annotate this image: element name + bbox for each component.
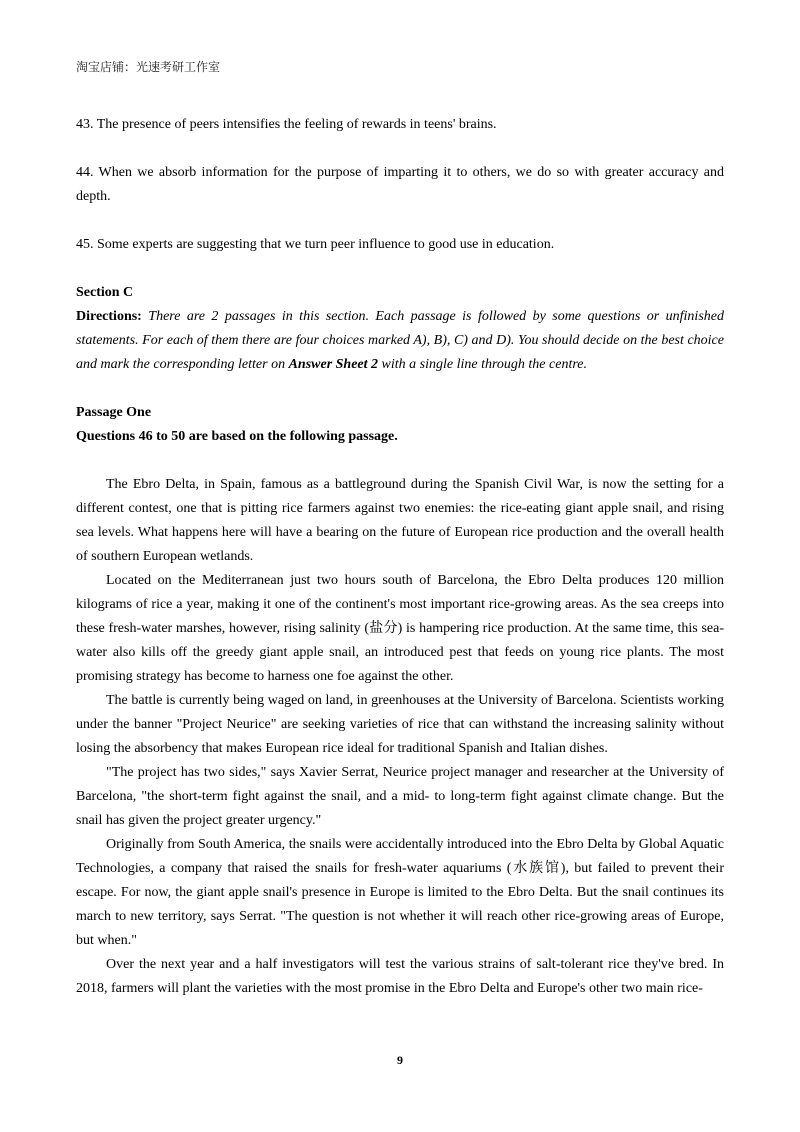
passage-paragraph: Located on the Mediterranean just two hours south of Barcelona, the Ebro Delta produces 120 million kilograms of rice a year, making it one of the continent's most important rice-growing areas. As the sea creeps into these fresh-water marshes, however, rising salinity (盐分) is hampering rice production. At the same time, this sea-water also kills off the greedy giant apple snail, an introduced pest that feeds on young rice plants. The most promising strategy has become to harness one foe against the other. (76, 573, 724, 684)
passage-one-subheading: Questions 46 to 50 are based on the following passage. (76, 429, 398, 444)
statement-44: 44. When we absorb information for the purpose of imparting it to others, we do so with greater accuracy and depth. (76, 165, 724, 204)
section-c-heading: Section C (76, 285, 134, 300)
spacer (76, 209, 724, 233)
shop-header: 淘宝店铺：光速考研工作室 (76, 60, 221, 74)
directions-paragraph (76, 305, 724, 377)
spacer (76, 377, 724, 401)
passage-paragraph: "The project has two sides," says Xavier Serrat, Neurice project manager and researcher at the University of Barcelona, "the short-term fight against the snail, and a mid- to long-term fight against climate change. But the snail has given the project greater urgency." (76, 765, 724, 828)
page-number: 9 (397, 1053, 403, 1067)
passage-one-heading: Passage One (76, 405, 152, 420)
directions-label: Directions: (76, 309, 142, 324)
statement-45: 45. Some experts are suggesting that we turn peer influence to good use in education. (76, 237, 555, 252)
spacer (76, 137, 724, 161)
statement-43: 43. The presence of peers intensifies the feeling of rewards in teens' brains. (76, 117, 497, 132)
page-content (76, 113, 724, 1001)
passage-paragraph: The Ebro Delta, in Spain, famous as a battleground during the Spanish Civil War, is now the setting for a different contest, one that is pitting rice farmers against two enemies: the rice-eating giant apple snail, and rising sea levels. What happens here will have a bearing on the future of European rice production and the overall health of southern European wetlands. (76, 477, 724, 564)
directions-text-start: There are 2 passages in this section. Each passage is followed by some questions or unfinished statements. For each of them there are four choices marked A), B), C) and D). You should decide on the best choice and mark the corresponding letter on (76, 309, 724, 372)
spacer (76, 449, 724, 473)
passage-paragraph: Originally from South America, the snails were accidentally introduced into the Ebro Delta by Global Aquatic Technologies, a company that raised the snails for fresh-water aquariums (水族馆), but failed to prevent their escape. For now, the giant apple snail's presence in Europe is limited to the Ebro Delta. But the snail continues its march to new territory, says Serrat. "The question is not whether it will reach other rice-growing areas of Europe, but when." (76, 837, 724, 948)
directions-text-end: with a single line through the centre. (378, 357, 587, 372)
answer-sheet-label: Answer Sheet 2 (288, 357, 379, 372)
passage-paragraph: Over the next year and a half investigators will test the various strains of salt-tolerant rice they've bred. In 2018, farmers will plant the varieties with the most promise in the Ebro Delta and Europe's other two main rice- (76, 957, 724, 996)
passage-paragraph: The battle is currently being waged on land, in greenhouses at the University of Barcelona. Scientists working under the banner "Project Neurice" are seeking varieties of rice that can withstand the increasing salinity without losing the absorbency that makes European rice ideal for traditional Spanish and Italian dishes. (76, 693, 724, 756)
spacer (76, 257, 724, 281)
